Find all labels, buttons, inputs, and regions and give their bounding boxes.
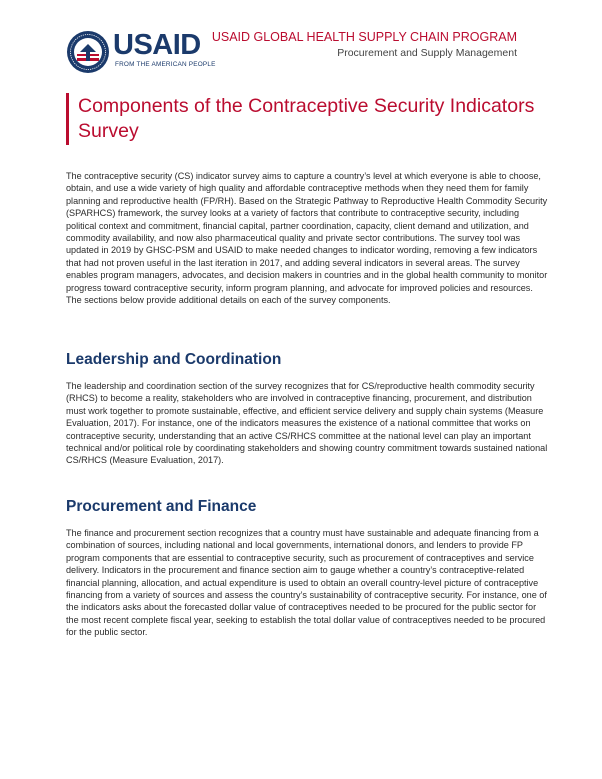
section-heading-leadership: Leadership and Coordination <box>66 351 282 368</box>
section-body-procurement: The finance and procurement section recognizes that a country must have sustainable and adequate financing from a combination of sources, including national and local governments, international donors, and lenders to provide FP program components that are essential to contraceptive security, such as procurement of contraceptives and service delivery. Indicators in the procurement and finance section aim to gauge whether a country’s contraceptive-related financial planning, allocation, and actual expenditure is used to obtain an overall country-level picture of contraceptive financing from a variety of sources and assess the country’s sustainability of contraceptive security. For instance, one of the indicators asks about the forecasted dollar value of contraceptives needed to be procured for the public sector for the most recent complete fiscal year, seeking to establish the total dollar value of contraceptives needed to be procured for the public sector. <box>66 528 547 638</box>
intro-paragraph: The contraceptive security (CS) indicator survey aims to capture a country’s level at which everyone is able to choose, obtain, and use a wide variety of high quality and affordable contraceptive methods when they need them for family planning and reproductive health (FP/RH). Based on the Strategic Pathway to Reproductive Health Commodity Security (SPARHCS) framework, the survey looks at a variety of factors that contribute to contraceptive security, including political context and commitment, financial capital, partner coordination, capacity, client demand and utilization, and commodity availability, and now also pharmaceutical quality and private sector contributions. The survey tool was updated in 2019 by GHSC-PSM and USAID to make needed changes to indicator wording, removing a few indicators that had not proven useful in the last iteration in 2017, and adding several indicators in several areas. The survey enables program managers, advocates, and decision makers in countries and in the global health community to monitor progress toward contraceptive security, inform program planning, and advocate for improved policies and resources. The sections below provide additional details on each of the survey components. <box>66 171 548 306</box>
usaid-logo-text: USAID <box>113 29 201 61</box>
section-heading-procurement: Procurement and Finance <box>66 498 257 515</box>
usaid-seal-logo <box>66 30 110 74</box>
program-title: USAID GLOBAL HEALTH SUPPLY CHAIN PROGRAM <box>211 30 517 44</box>
section-body-leadership: The leadership and coordination section of the survey recognizes that for CS/reproductive health commodity security (RHCS) to become a reality, stakeholders who are involved in contraceptive financing, procurement, and distribution must work together to promote sustainable, effective, and efficient service delivery and supply chain systems (Measure Evaluation, 2017). For instance, one of the indicators measures the existence of a national committee that works on contraceptive security, understanding that an active CS/RHCS committee at the national level can play an important technical and/or political role by coordinating stakeholders and showing country commitment towards sustained national CS/RHCS (Measure Evaluation, 2017). <box>66 381 548 466</box>
page-title: Components of the Contraceptive Security Indicators Survey <box>78 95 535 142</box>
program-subtitle: Procurement and Supply Management <box>337 47 517 59</box>
title-accent-bar <box>66 93 69 145</box>
usaid-logo-tagline: FROM THE AMERICAN PEOPLE <box>115 61 216 68</box>
